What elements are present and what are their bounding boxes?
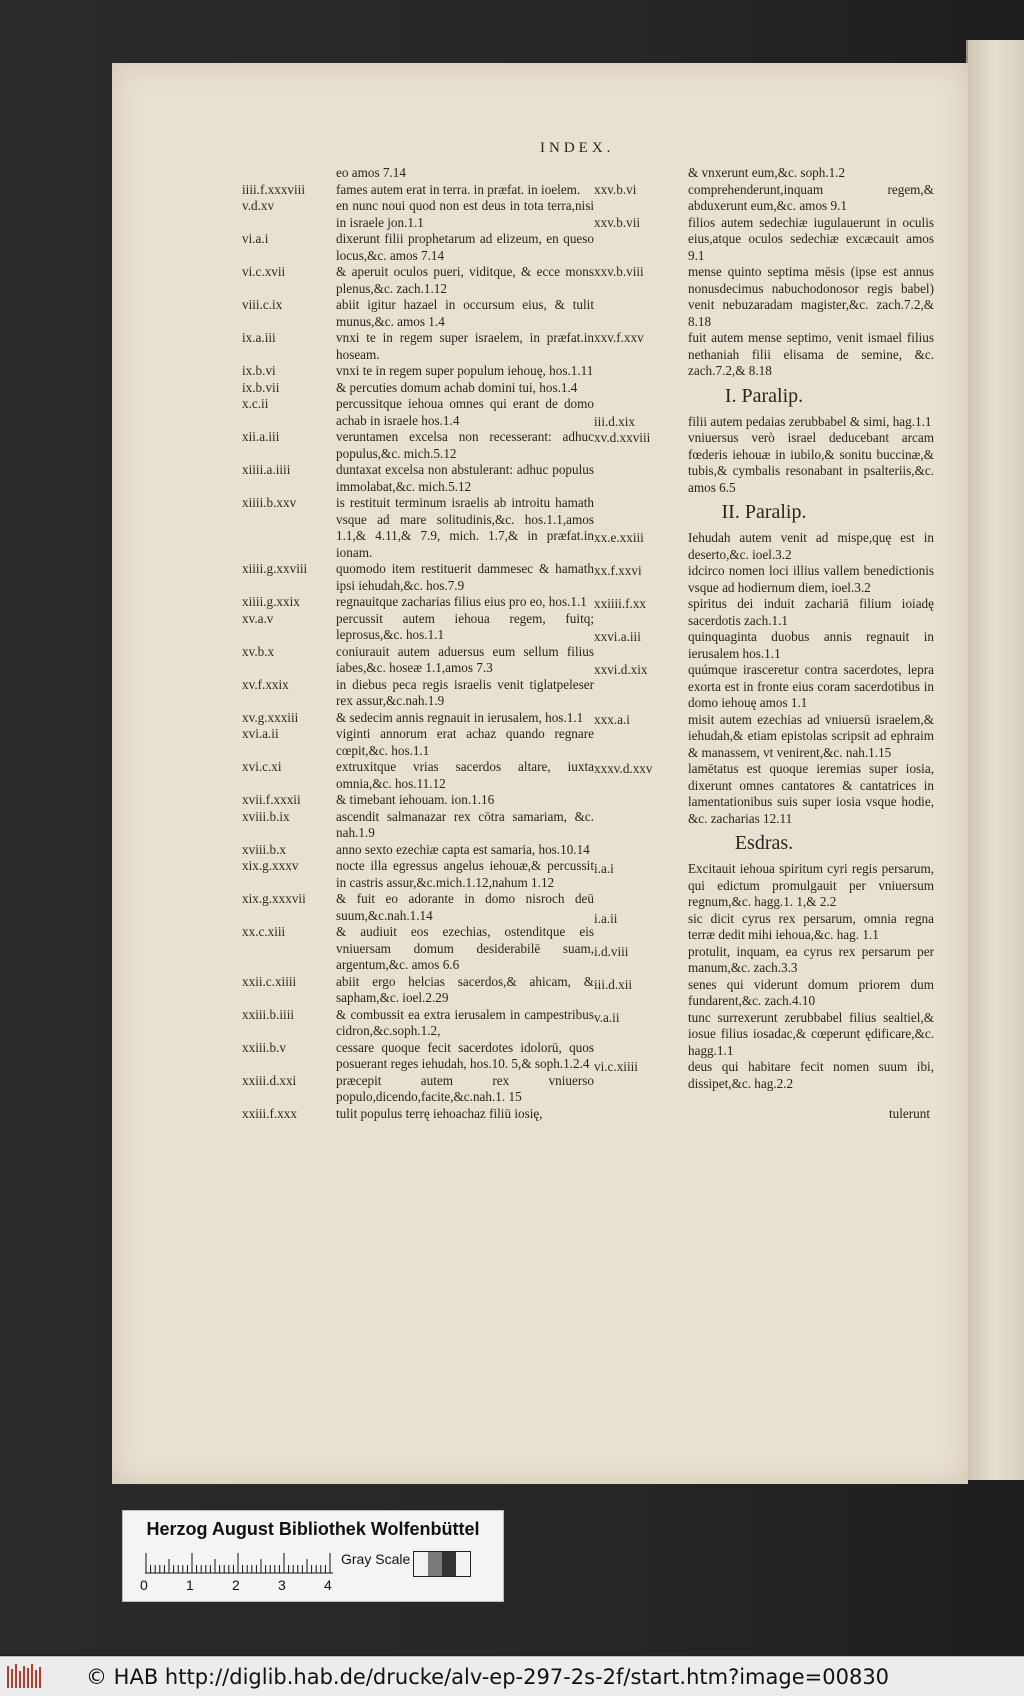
page-header: INDEX. bbox=[540, 140, 615, 156]
entry-reference: xxv.f.xxv bbox=[594, 330, 644, 345]
index-entry bbox=[594, 1059, 934, 1092]
entry-reference: v.a.ii bbox=[594, 1009, 620, 1025]
entry-text: protulit, inquam, ea cyrus rex persarum per manum,&c. zach.3.3 bbox=[688, 943, 934, 975]
index-entry bbox=[242, 677, 594, 710]
hab-logo-icon bbox=[6, 1663, 46, 1691]
entry-text: vnxi te in regem super israelem, in præfat.in hoseam. bbox=[336, 330, 594, 362]
entry-reference: xviii.b.x bbox=[242, 841, 286, 857]
entry-reference: xii.a.iii bbox=[242, 429, 280, 444]
right-index-column bbox=[594, 165, 934, 1122]
entry-reference: i.a.i bbox=[594, 861, 614, 876]
entry-reference: xxvi.d.xix bbox=[594, 662, 648, 677]
library-name: Herzog August Bibliothek Wolfenbüttel bbox=[146, 1519, 480, 1539]
index-entry bbox=[242, 644, 594, 677]
index-entry bbox=[242, 380, 594, 397]
index-entry bbox=[242, 792, 594, 809]
entry-reference: xiiii.g.xxix bbox=[242, 594, 300, 609]
entry-reference: xv.b.x bbox=[242, 643, 275, 659]
adjacent-page-edge bbox=[966, 40, 1024, 1480]
index-entry bbox=[242, 1073, 594, 1106]
index-entry bbox=[594, 911, 934, 944]
ruler-scale bbox=[145, 1549, 335, 1575]
entry-reference: iiii.f.xxxviii bbox=[242, 181, 306, 197]
entry-reference: xix.g.xxxv bbox=[242, 858, 299, 873]
section-heading: I. Paralip. bbox=[724, 384, 804, 407]
footer-bar bbox=[0, 1656, 1024, 1696]
entry-reference: x.c.ii bbox=[242, 396, 269, 411]
entry-text: & audiuit eos ezechias, ostenditque eis vniuersam domum desiderabilē suam, argentum,&c. amos 6.6 bbox=[336, 924, 594, 972]
entry-reference: xxvi.a.iii bbox=[594, 629, 641, 644]
entry-text: vnxi te in regem super populum iehouę, hos.1.11 bbox=[336, 363, 594, 378]
entry-reference: iii.d.xix bbox=[594, 413, 636, 429]
entry-reference: xxiiii.f.xx bbox=[594, 596, 647, 611]
entry-text: Iehudah autem venit ad mispe,quę est in deserto,&c. ioel.3.2 bbox=[688, 530, 934, 562]
index-entry bbox=[594, 264, 934, 330]
ruler-number: 2 bbox=[232, 1577, 240, 1593]
entry-text: percussit autem iehoua regem, fuitq; leprosus,&c. hos.1.1 bbox=[336, 610, 594, 642]
entry-text: filii autem pedaias zerubbabel & simi, hag.1.1 bbox=[688, 413, 932, 429]
entry-reference: xvi.c.xi bbox=[242, 759, 282, 774]
index-entry bbox=[594, 712, 934, 762]
entry-reference: xiiii.b.xxv bbox=[242, 495, 297, 510]
entry-text: sic dicit cyrus rex persarum, omnia regna terræ dedit mihi iehoua,&c. hag. 1.1 bbox=[688, 910, 934, 942]
entry-text: en nunc noui quod non est deus in tota terra,nisi in israele jon.1.1 bbox=[336, 198, 594, 230]
index-entry bbox=[242, 462, 594, 495]
entry-text: eo amos 7.14 bbox=[336, 165, 406, 180]
entry-text: vniuersus verò israel deducebant arcam fœderis iehouæ in iubilo,& sonitu buccinæ,& tubis,& cymbalis resonabant in psalteriis,&c. amos 6.5 bbox=[688, 430, 934, 495]
ruler-number: 1 bbox=[186, 1577, 194, 1593]
index-entry bbox=[594, 977, 934, 1010]
index-entry bbox=[242, 710, 594, 727]
entry-text: Excitauit iehoua spiritum cyri regis persarum, qui edictum promulgauit per vniuersum regnum,&c. hagg.1. 1,& 2.2 bbox=[688, 861, 934, 909]
index-entry bbox=[594, 165, 934, 182]
index-entry bbox=[242, 1106, 594, 1123]
index-entry bbox=[594, 563, 934, 596]
entry-text: ascendit salmanazar rex cōtra samariam, &c. nah.1.9 bbox=[336, 808, 594, 840]
entry-text: coniurauit autem aduersus eum sellum filius iabes,&c. hoseæ 1.1,amos 7.3 bbox=[336, 643, 594, 675]
entry-text: idcirco nomen loci illius vallem benedictionis vsque ad hodiernum diem, ioel.3.2 bbox=[688, 563, 934, 595]
entry-reference: ix.b.vii bbox=[242, 379, 280, 395]
gray-scale-label: Gray Scale bbox=[341, 1551, 411, 1567]
index-entry bbox=[242, 842, 594, 859]
entry-text: filios autem sedechiæ iugulauerunt in oculis eius,atque oculos sedechiæ excæcauit amos 9.1 bbox=[688, 214, 934, 263]
index-entry bbox=[594, 629, 934, 662]
index-entry bbox=[594, 182, 934, 215]
entry-reference: vi.a.i bbox=[242, 231, 269, 246]
entry-reference: xxv.b.vii bbox=[594, 214, 641, 230]
index-entry bbox=[242, 363, 594, 380]
index-entry bbox=[242, 809, 594, 842]
entry-text: fuit autem mense septimo, venit ismael filius nethaniah filii elisama de semine, &c. zach.7.2,& 8.18 bbox=[688, 330, 934, 378]
entry-reference: xx.e.xxiii bbox=[594, 530, 644, 545]
ruler-number: 3 bbox=[278, 1577, 286, 1593]
index-entry bbox=[594, 662, 934, 712]
index-entry bbox=[242, 726, 594, 759]
entry-text: deus qui habitare fecit nomen suum ibi, dissipet,&c. hag.2.2 bbox=[688, 1059, 934, 1091]
entry-text: & aperuit oculos pueri, viditque, & ecce mons plenus,&c. zach.1.12 bbox=[336, 264, 594, 296]
entry-reference: xiiii.g.xxviii bbox=[242, 561, 308, 576]
entry-reference: xv.a.v bbox=[242, 610, 274, 626]
index-entry bbox=[242, 165, 594, 182]
entry-text: quomodo item restituerit dammesec & hamath ipsi iehudah,&c. hos.7.9 bbox=[336, 561, 594, 593]
entry-reference: xvii.f.xxxii bbox=[242, 792, 301, 807]
entry-text: quúmque irasceretur contra sacerdotes, lepra exorta est in fronte eius coram sacerdotibus in domo iehouę amos 1.1 bbox=[688, 662, 934, 710]
index-entry bbox=[242, 182, 594, 199]
entry-reference: xxv.b.vi bbox=[594, 181, 637, 197]
index-entry bbox=[594, 330, 934, 380]
entry-reference: xiiii.a.iiii bbox=[242, 462, 291, 477]
index-entry bbox=[594, 861, 934, 911]
catchword: tulerunt bbox=[888, 1106, 930, 1121]
entry-text: percussitque iehoua omnes qui erant de domo achab in israele hos.1.4 bbox=[336, 396, 594, 428]
index-entry bbox=[242, 594, 594, 611]
color-calibration-card bbox=[122, 1510, 504, 1602]
entry-reference: xxii.c.xiiii bbox=[242, 973, 297, 989]
entry-text: spiritus dei induit zachariā filium ioiadę sacerdotis zach.1.1 bbox=[688, 596, 934, 628]
entry-reference: viii.c.ix bbox=[242, 297, 283, 312]
entry-reference: xx.f.xxvi bbox=[594, 563, 642, 578]
entry-reference: i.d.viii bbox=[594, 943, 629, 959]
index-entry bbox=[594, 1010, 934, 1060]
index-entry bbox=[594, 414, 934, 431]
entry-reference: xxx.a.i bbox=[594, 711, 630, 727]
entry-text: tunc surrexerunt zerubbabel filius sealtiel,& iosue filius iosadac,& cœperunt ędificare,&c. hagg.1.1 bbox=[688, 1009, 934, 1058]
entry-text: fames autem erat in terra. in præfat. in ioelem. bbox=[336, 181, 581, 197]
entry-reference: v.d.xv bbox=[242, 198, 275, 213]
entry-reference: xx.c.xiii bbox=[242, 924, 286, 939]
footer-url[interactable]: © HAB http://diglib.hab.de/drucke/alv-ep-297-2s-2f/start.htm?image=00830 bbox=[86, 1665, 890, 1689]
left-index-column bbox=[242, 165, 594, 1122]
entry-text: mense quinto septima mēsis (ipse est annus nonusdecimus nabuchodonosor regis babel) venit nebuzaradam magister,&c. zach.7.2,& 8.18 bbox=[688, 264, 934, 329]
entry-reference: xxiii.f.xxx bbox=[242, 1105, 297, 1121]
entry-text: quinquaginta duobus annis regnauit in ierusalem hos.1.1 bbox=[688, 629, 934, 661]
entry-reference: xvi.a.ii bbox=[242, 726, 279, 741]
entry-text: regnauitque zacharias filius eius pro eo, hos.1.1 bbox=[336, 594, 587, 609]
index-entry bbox=[242, 429, 594, 462]
entry-reference: xviii.b.ix bbox=[242, 808, 290, 824]
entry-reference: xxiii.b.iiii bbox=[242, 1006, 295, 1022]
entry-text: dixerunt filii prophetarum ad elizeum, en queso locus,&c. amos 7.14 bbox=[336, 231, 594, 263]
entry-text: abiit igitur hazael in occursum eius, & tulit munus,&c. amos 1.4 bbox=[336, 297, 594, 329]
entry-text: & vnxerunt eum,&c. soph.1.2 bbox=[688, 165, 846, 180]
entry-text: & fuit eo adorante in domo nisroch deū suum,&c.nah.1.14 bbox=[336, 891, 594, 923]
index-entry bbox=[242, 611, 594, 644]
index-entry bbox=[242, 495, 594, 561]
entry-text: anno sexto ezechiæ capta est samaria, hos.10.14 bbox=[336, 841, 590, 857]
index-entry bbox=[242, 561, 594, 594]
entry-reference: xxiii.b.v bbox=[242, 1039, 286, 1055]
entry-reference: xv.f.xxix bbox=[242, 676, 289, 692]
entry-text: comprehenderunt,inquam regem,& abduxerunt eum,&c. amos 9.1 bbox=[688, 181, 934, 213]
gray-scale-swatch bbox=[413, 1551, 471, 1577]
ruler-number: 4 bbox=[324, 1577, 332, 1593]
index-entry bbox=[242, 330, 594, 363]
index-entry bbox=[594, 596, 934, 629]
index-entry bbox=[242, 858, 594, 891]
index-entry bbox=[594, 944, 934, 977]
index-entry bbox=[242, 1007, 594, 1040]
entry-text: veruntamen excelsa non recesserant: adhuc populus,&c. mich.5.12 bbox=[336, 429, 594, 461]
entry-text: cessare quoque fecit sacerdotes idolorū, quos posuerant reges iehudah, hos.10. 5,& soph.1.2.4 bbox=[336, 1039, 594, 1071]
entry-reference: xix.g.xxxvii bbox=[242, 891, 306, 906]
index-entry bbox=[242, 924, 594, 974]
index-entry bbox=[594, 761, 934, 827]
section-heading: II. Paralip. bbox=[721, 501, 807, 523]
index-entry bbox=[242, 759, 594, 792]
entry-text: & sedecim annis regnauit in ierusalem, hos.1.1 bbox=[336, 709, 584, 725]
index-entry bbox=[242, 974, 594, 1007]
entry-reference: xxxv.d.xxv bbox=[594, 761, 653, 776]
index-entry bbox=[242, 264, 594, 297]
entry-text: lamētatus est quoque ieremias super iosia, dixerunt omnes cantatores & cantatrices in lamentationibus suis super iosia vsque hodie, &c. zacharias 12.11 bbox=[688, 761, 934, 826]
index-entry bbox=[594, 530, 934, 563]
entry-text: duntaxat excelsa non abstulerant: adhuc populus immolabat,&c. mich.5.12 bbox=[336, 462, 594, 494]
section-heading: Esdras. bbox=[734, 832, 794, 854]
entry-reference: xv.d.xxviii bbox=[594, 430, 651, 445]
index-entry bbox=[242, 297, 594, 330]
entry-text: & timebant iehouam. ion.1.16 bbox=[336, 792, 495, 807]
entry-text: abiit ergo helcias sacerdos,& ahicam, & sapham,&c. ioel.2.29 bbox=[336, 973, 594, 1005]
index-entry bbox=[242, 1040, 594, 1073]
index-entry bbox=[242, 396, 594, 429]
entry-text: is restituit terminum israelis ab introitu hamath vsque ad mare solitudinis,&c. hos.1.1,amos 1.1,& 4.11,& 7.9, mich. 1.7,& in præfat.in ionam. bbox=[336, 495, 594, 560]
entry-reference: iii.d.xii bbox=[594, 976, 633, 992]
ruler-number: 0 bbox=[140, 1577, 148, 1593]
entry-text: præcepit autem rex vniuerso populo,dicendo,facite,&c.nah.1. 15 bbox=[336, 1072, 594, 1104]
entry-reference: ix.a.iii bbox=[242, 330, 276, 345]
entry-text: & combussit ea extra ierusalem in campestribus cidron,&c.soph.1.2, bbox=[336, 1006, 594, 1038]
entry-text: misit autem ezechias ad vniuersū israelem,& iehudah,& etiam epistolas scripsit ad ephraim & manassem, vt venirent,&c. nah.1.15 bbox=[688, 711, 934, 760]
entry-reference: vi.c.xvii bbox=[242, 264, 286, 279]
index-entry bbox=[242, 198, 594, 231]
index-entry bbox=[594, 430, 934, 496]
entry-reference: i.a.ii bbox=[594, 910, 618, 926]
entry-reference: ix.b.vi bbox=[242, 363, 276, 378]
index-entry bbox=[242, 231, 594, 264]
entry-reference: xxv.b.viii bbox=[594, 264, 644, 279]
entry-reference: xxiii.d.xxi bbox=[242, 1072, 297, 1088]
entry-text: nocte illa egressus angelus iehouæ,& percussit in castris assur,&c.mich.1.12,nahum 1.12 bbox=[336, 858, 594, 890]
entry-text: viginti annorum erat achaz quando regnare cœpit,&c. hos.1.1 bbox=[336, 726, 594, 758]
index-entry bbox=[242, 891, 594, 924]
entry-text: senes qui viderunt domum priorem dum fundarent,&c. zach.4.10 bbox=[688, 976, 934, 1008]
index-entry bbox=[594, 215, 934, 265]
entry-text: tulit populus terrę iehoachaz filiū iosię, bbox=[336, 1105, 543, 1121]
entry-text: in diebus peca regis israelis venit tiglatpeleser rex assur,&c.nah.1.9 bbox=[336, 676, 594, 708]
entry-reference: xv.g.xxxiii bbox=[242, 709, 299, 725]
entry-reference: vi.c.xiiii bbox=[594, 1059, 638, 1074]
entry-text: & percuties domum achab domini tui, hos.1.4 bbox=[336, 379, 578, 395]
entry-text: extruxitque vrias sacerdos altare, iuxta omnia,&c. hos.11.12 bbox=[336, 759, 594, 791]
